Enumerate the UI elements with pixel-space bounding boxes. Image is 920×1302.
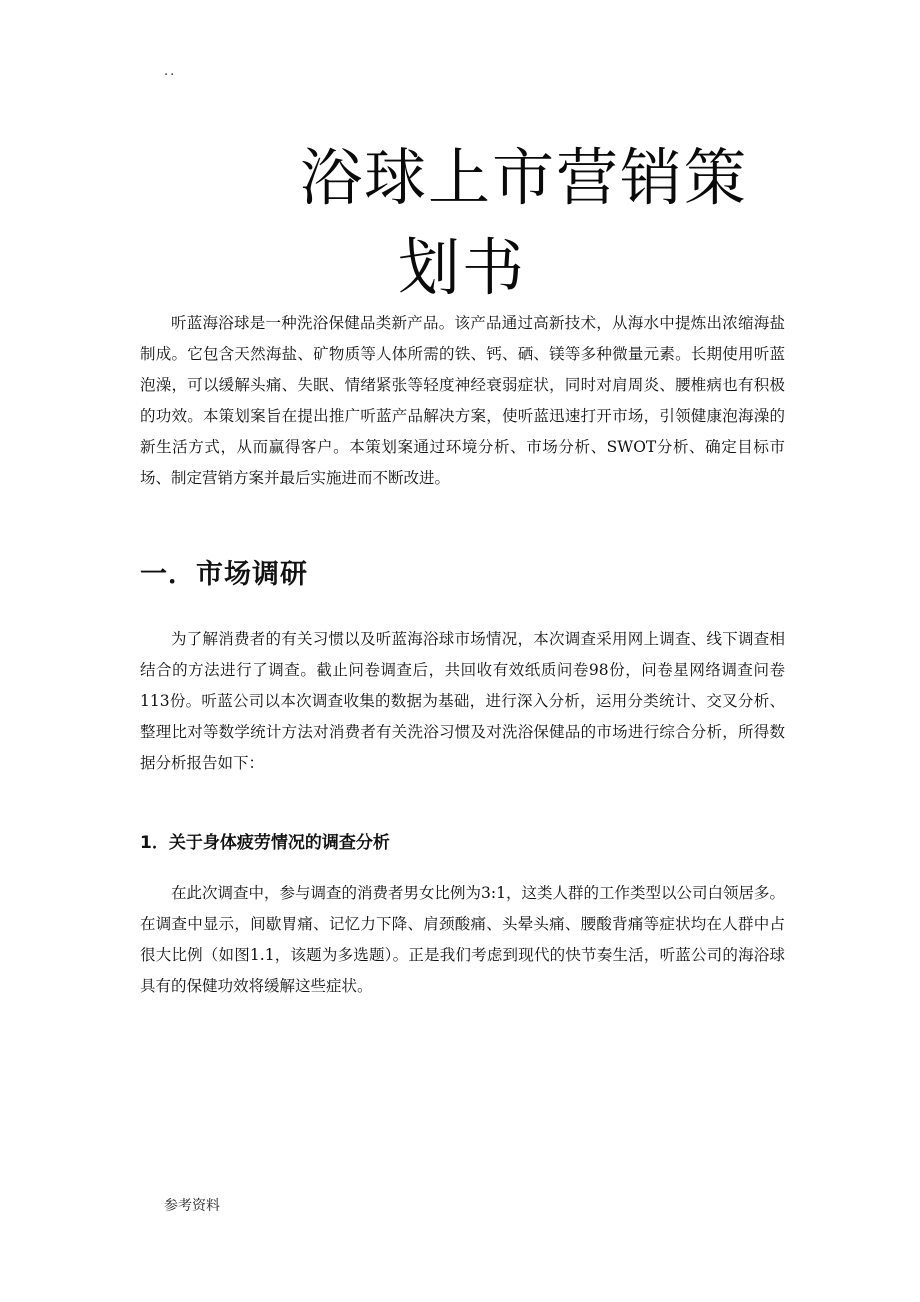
survey-paragraph: 为了解消费者的有关习惯以及听蓝海浴球市场情况，本次调查采用网上调查、线下调查相结合的方法进行了调查。截止问卷调查后，共回收有效纸质问卷98份，问卷星网络调查问卷113份。听蓝公司以本次调查收集的数据为基础，进行深入分析，运用分类统计、交叉分析、整理比对等数学统计方法对消费者有关洗浴习惯及对洗浴保健品的市场进行综合分析，所得数据分析报告如下：: [140, 630, 785, 772]
document-title-line2: 划书: [398, 231, 527, 304]
page-header-mark: ..: [164, 64, 177, 79]
fatigue-paragraph: 在此次调查中，参与调查的消费者男女比例为3:1，这类人群的工作类型以公司白领居多。在调查中显示，间歇胃痛、记忆力下降、肩颈酸痛、头晕头痛、腰酸背痛等症状均在人群中占很大比例（如图1.1，该题为多选题）。正是我们考虑到现代的快节奏生活，听蓝公司的海浴球具有的保健功效将缓解这些症状。: [140, 884, 785, 995]
document-title-line1: 浴球上市营销策: [300, 141, 749, 214]
intro-paragraph: 听蓝海浴球是一种洗浴保健品类新产品。该产品通过高新技术，从海水中提炼出浓缩海盐制成。它包含天然海盐、矿物质等人体所需的铁、钙、硒、镁等多种微量元素。长期使用听蓝泡澡，可以缓解头痛、失眠、情绪紧张等轻度神经衰弱症状，同时对肩周炎、腰椎病也有积极的功效。本策划案旨在提出推广听蓝产品解决方案，使听蓝迅速打开市场，引领健康泡海澡的新生活方式，从而赢得客户。本策划案通过环境分析、市场分析、SWOT分析、确定目标市场、制定营销方案并最后实施进而不断改进。: [140, 314, 785, 487]
page-footer: 参考资料: [164, 1198, 220, 1214]
subsection-heading-fatigue: 1．关于身体疲劳情况的调查分析: [140, 833, 390, 853]
section-heading-market-research: 一．市场调研: [140, 559, 308, 590]
